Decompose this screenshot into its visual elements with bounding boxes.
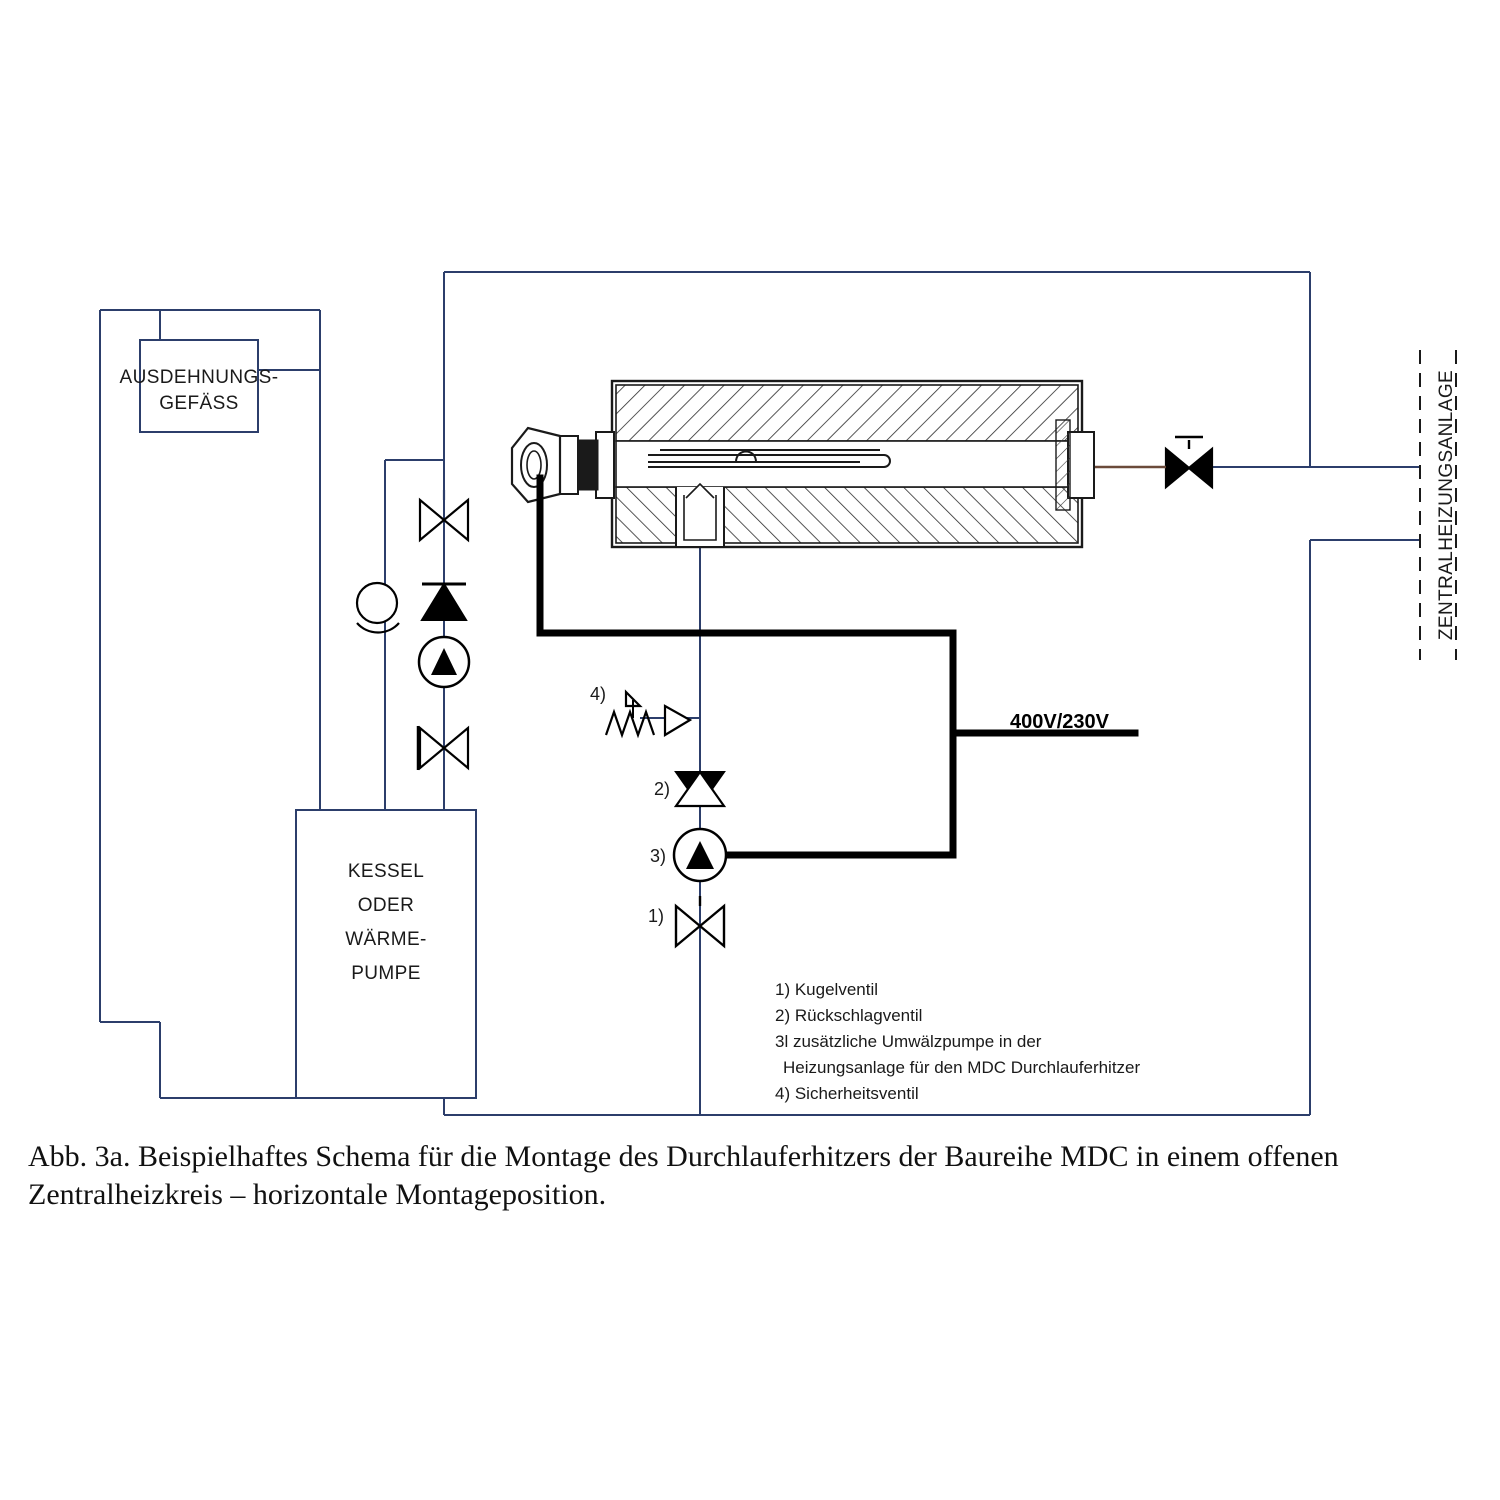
expansion-vessel: [120, 340, 279, 432]
callout-3-label: 3): [650, 846, 667, 866]
callout-2-label: 2): [654, 779, 671, 799]
mdc-flow-heater: [512, 381, 1094, 547]
legend-item-0: 1) Kugelventil: [775, 980, 879, 999]
circulation-pump-left: [419, 637, 469, 687]
expansion-vessel-label-line1: AUSDEHNUNGS-: [119, 367, 279, 388]
power-label: 400V/230V: [1010, 711, 1109, 733]
ball-valve-supply: [1166, 437, 1212, 487]
check-valve-left: [422, 584, 466, 620]
legend-item-2: 3l zusätzliche Umwälzpumpe in der: [775, 1032, 1042, 1051]
legend-block: [775, 980, 1141, 1103]
boiler-label-line2: ODER: [357, 895, 415, 916]
check-valve-center: [676, 772, 724, 806]
central-heating-label: ZENTRALHEIZUNGSANLAGE: [1436, 369, 1457, 641]
boiler-label-line3: WÄRME-: [345, 929, 427, 950]
circulation-pump-center: [674, 829, 726, 881]
boiler-label-line1: KESSEL: [347, 861, 425, 882]
legend-item-3: Heizungsanlage für den MDC Durchlauferhitzer: [783, 1058, 1141, 1077]
boiler-label-line4: PUMPE: [351, 963, 421, 984]
callout-4-label: 4): [590, 684, 607, 704]
callout-1-label: 1): [648, 906, 665, 926]
figure-caption: Abb. 3a. Beispielhaftes Schema für die Montage des Durchlauferhitzers der Baureihe MDC in einem offenen Zentralheizkreis – horizontale Montageposition.: [28, 1140, 1339, 1212]
heater-terminal-head: [512, 428, 614, 502]
boiler-unit: [296, 810, 476, 1098]
legend-item-1: 2) Rückschlagventil: [775, 1006, 923, 1025]
sensor-gauge-left: [357, 583, 399, 632]
expansion-vessel-label-line2: GEFÄSS: [159, 393, 239, 414]
legend-item-4: 4) Sicherheitsventil: [775, 1084, 919, 1103]
safety-valve-group: [606, 692, 690, 735]
central-heating-system: [1420, 350, 1457, 660]
